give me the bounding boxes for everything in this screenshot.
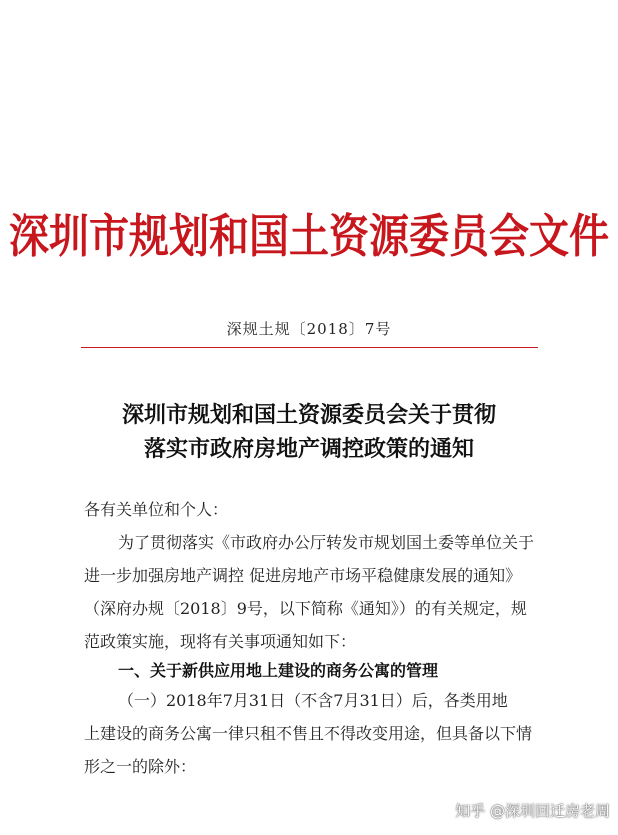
body-line-2: 进一步加强房地产调控 促进房地产市场平稳健康发展的通知》: [84, 566, 522, 585]
document-title-line-2: 落实市政府房地产调控政策的通知: [143, 436, 474, 462]
section-1-line-2: 上建设的商务公寓一律只租不售且不得改变用途，但具备以下情: [84, 724, 533, 743]
salutation: 各有关单位和个人：: [84, 500, 229, 519]
section-1-heading: 一、关于新供应用地上建设的商务公寓的管理: [118, 661, 439, 680]
document-number: 深规土规〔2018〕7号: [226, 320, 392, 338]
section-1-line-1: （一）2018年7月31日（不含7月31日）后，各类用地: [118, 691, 508, 710]
body-line-3: （深府办规〔2018〕9号，以下简称《通知》）的有关规定，规: [84, 599, 527, 618]
body-line-1: 为了贯彻落实《市政府办公厅转发市规划国土委等单位关于: [118, 533, 535, 552]
document-header-title: 深圳市规划和国土资源委员会文件: [9, 209, 609, 264]
zhihu-watermark: 知乎 @深圳回迁房老周: [455, 802, 610, 820]
body-line-4: 范政策实施，现将有关事项通知如下：: [84, 632, 357, 651]
document-title: [0, 398, 618, 466]
document-title-line-1: 深圳市规划和国土资源委员会关于贯彻: [121, 402, 496, 428]
section-1-line-3: 形之一的除外：: [84, 757, 197, 776]
red-divider-line: [81, 347, 538, 348]
